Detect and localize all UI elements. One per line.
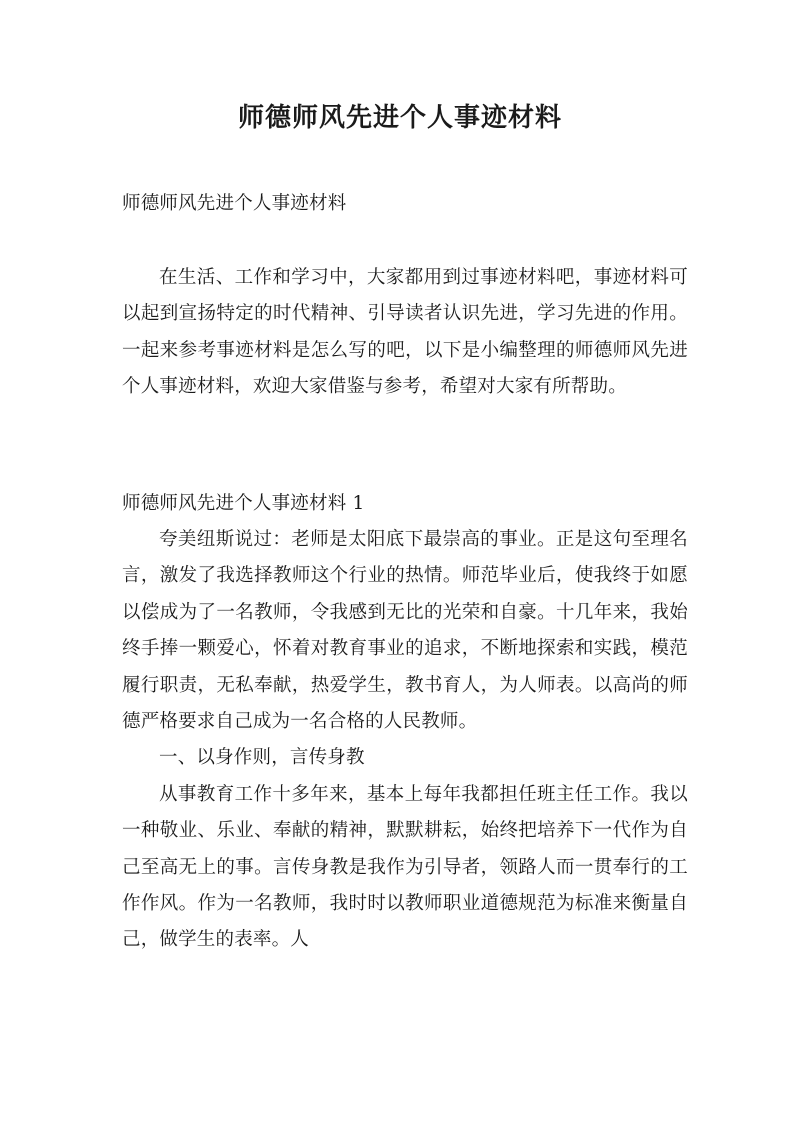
section-heading: 师德师风先进个人事迹材料 1 [122, 493, 365, 514]
subsection-heading: 一、以身作则，言传身教 [159, 747, 365, 769]
section-body [122, 522, 688, 959]
document-subtitle: 师德师风先进个人事迹材料 [122, 193, 347, 214]
body-paragraph: 夸美纽斯说过：老师是太阳底下最崇高的事业。正是这句至理名言，激发了我选择教师这个行业的热情。师范毕业后，使我终于如愿以偿成为了一名教师，令我感到无比的光荣和自豪。十几年来，我始终手捧一颗爱心，怀着对教育事业的追求，不断地探索和实践，模范履行职责，无私奉献，热爱学生，教书育人，为人师表。以高尚的师德严格要求自己成为一名合格的人民教师。 [122, 529, 688, 733]
document-title: 师德师风先进个人事迹材料 [237, 103, 562, 133]
body-paragraph: 从事教育工作十多年来，基本上每年我都担任班主任工作。我以一种敬业、乐业、奉献的精神，默默耕耘，始终把培养下一代作为自己至高无上的事。言传身教是我作为引导者，领路人而一贯奉行的工作作风。作为一名教师，我时时以教师职业道德规范为标准来衡量自己，做学生的表率。人 [122, 783, 688, 951]
intro-paragraph: 在生活、工作和学习中，大家都用到过事迹材料吧，事迹材料可以起到宣扬特定的时代精神、引导读者认识先进，学习先进的作用。一起来参考事迹材料是怎么写的吧，以下是小编整理的师德师风先进个人事迹材料，欢迎大家借鉴与参考，希望对大家有所帮助。 [122, 267, 688, 398]
